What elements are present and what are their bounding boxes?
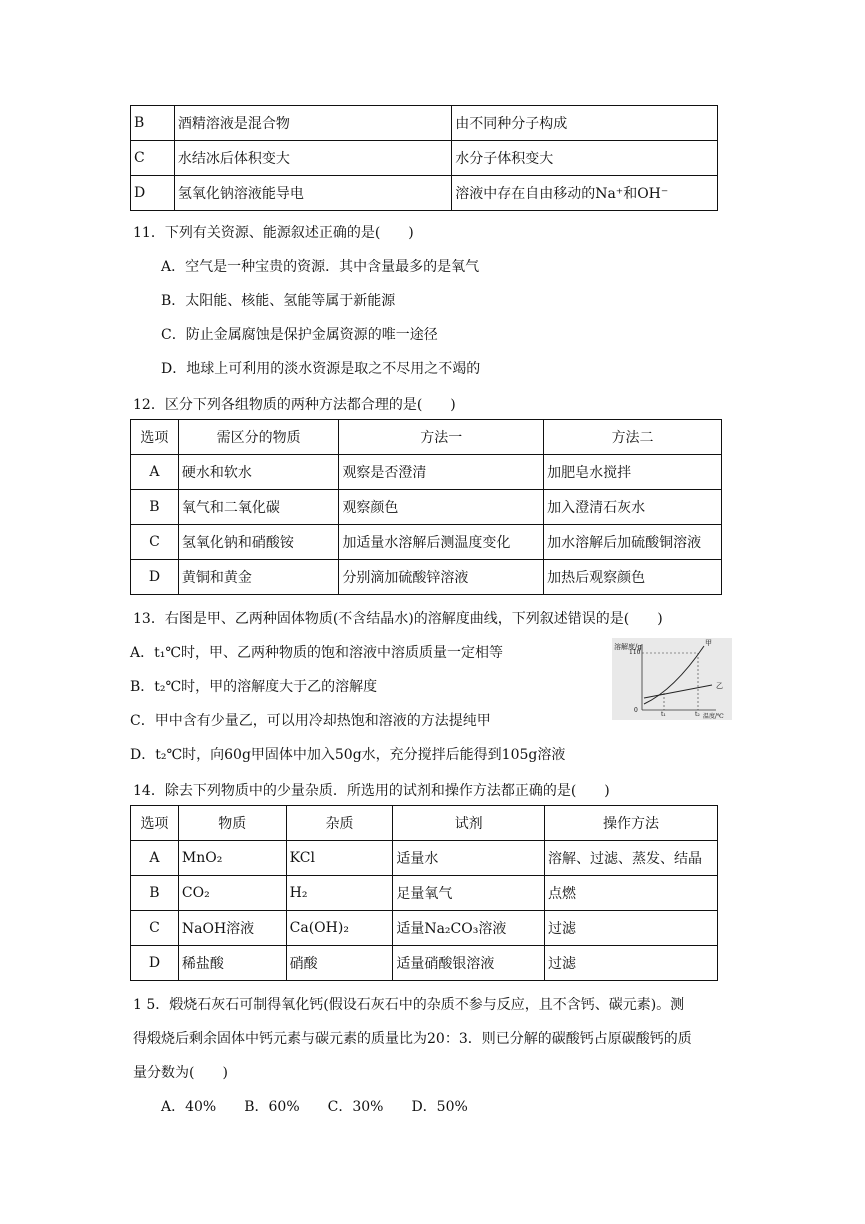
table-header: 物质 [178,806,286,841]
table-cell: C [131,525,179,560]
table-cell: Ca(OH)₂ [286,911,393,946]
q14-stem: 14．除去下列物质中的少量杂质．所选用的试剂和操作方法都正确的是( ) [133,783,610,799]
table-row [131,841,718,876]
q13-option-c: C．甲中含有少量乙，可以用冷却热饱和溶液的方法提纯甲 [130,713,491,729]
table-cell: 硬水和软水 [178,455,339,490]
table-cell: 加肥皂水搅拌 [544,455,722,490]
table-row [131,176,718,211]
table-cell: 足量氧气 [393,876,545,911]
table-header: 方法一 [339,420,544,455]
table-cell: CO₂ [178,876,286,911]
table-cell: D [131,176,175,211]
table-header: 杂质 [286,806,393,841]
q13-stem: 13．右图是甲、乙两种固体物质(不含结晶水)的溶解度曲线，下列叙述错误的是( ) [133,611,663,627]
table-cell: 适量硝酸银溶液 [393,946,545,981]
figure-ylabel: 溶解度/g [614,643,642,651]
table-row [131,106,718,141]
table-cell: 溶解、过滤、蒸发、结晶 [545,841,718,876]
table-cell: H₂ [286,876,393,911]
q10-table [130,105,718,211]
table-cell: 氢氧化钠和硝酸铵 [178,525,339,560]
table-row [131,525,722,560]
table-row [131,911,718,946]
table-cell: 加水溶解后加硫酸铜溶液 [544,525,722,560]
q11-stem: 11．下列有关资源、能源叙述正确的是( ) [133,225,414,241]
table-cell: D [131,560,179,595]
q13-option-b: B．t₂℃时，甲的溶解度大于乙的溶解度 [130,679,378,695]
table-cell: 加适量水溶解后测温度变化 [339,525,544,560]
figure-x-tick-t2: t₂ [695,711,700,718]
table-cell: 氧气和二氧化碳 [178,490,339,525]
table-row [131,946,718,981]
table-row [131,490,722,525]
table-header: 试剂 [393,806,545,841]
table-cell: 过滤 [545,946,718,981]
q12-stem: 12．区分下列各组物质的两种方法都合理的是( ) [133,397,456,413]
table-cell: NaOH溶液 [178,911,286,946]
table-cell: MnO₂ [178,841,286,876]
curve-yi [644,685,712,698]
q15-line-3: 量分数为( ) [133,1065,228,1081]
table-cell: 适量水 [393,841,545,876]
q13-option-a: A．t₁℃时，甲、乙两种物质的饱和溶液中溶质质量一定相等 [130,645,504,661]
q11-option-c: C．防止金属腐蚀是保护金属资源的唯一途径 [161,327,438,343]
q13-option-d: D．t₂℃时，向60g甲固体中加入50g水，充分搅拌后能得到105g溶液 [130,747,566,763]
table-header: 需区分的物质 [178,420,339,455]
table-cell: D [131,946,179,981]
q15-line-2: 得煅烧后剩余固体中钙元素与碳元素的质量比为20：3．则已分解的碳酸钙占原碳酸钙的质 [133,1031,692,1047]
table-header: 选项 [131,806,179,841]
curve-jia [644,646,704,704]
table-cell: 水分子体积变大 [452,141,718,176]
table-cell: A [131,455,179,490]
table-cell: 点燃 [545,876,718,911]
figure-x-tick-t1: t₁ [661,711,666,718]
table-cell: 由不同种分子构成 [452,106,718,141]
table-header: 方法二 [544,420,722,455]
table-header-row [131,420,722,455]
table-cell: 分别滴加硫酸锌溶液 [339,560,544,595]
table-cell: 观察颜色 [339,490,544,525]
table-cell: 溶液中存在自由移动的Na⁺和OH⁻ [452,176,718,211]
table-row [131,876,718,911]
table-cell: 氢氧化钠溶液能导电 [174,176,451,211]
table-cell: B [131,106,175,141]
table-row [131,141,718,176]
table-header: 操作方法 [545,806,718,841]
q11-option-a: A．空气是一种宝贵的资源．其中含量最多的是氧气 [161,259,480,275]
table-cell: 加入澄清石灰水 [544,490,722,525]
q11-option-b: B．太阳能、核能、氢能等属于新能源 [161,293,396,309]
table-cell: 稀盐酸 [178,946,286,981]
table-cell: C [131,141,175,176]
table-header-row [131,806,718,841]
q14-table [130,805,718,981]
table-header: 选项 [131,420,179,455]
table-cell: B [131,490,179,525]
figure-y-tick: 110 [629,649,641,656]
solubility-curve-figure [612,638,732,720]
table-cell: 硝酸 [286,946,393,981]
table-cell: 适量Na₂CO₃溶液 [393,911,545,946]
table-cell: B [131,876,179,911]
figure-xlabel: 温度/℃ [703,713,724,720]
q11-option-d: D．地球上可利用的淡水资源是取之不尽用之不竭的 [161,361,481,377]
q12-table [130,419,722,595]
table-row [131,455,722,490]
figure-origin: 0 [634,707,638,714]
figure-series-yi: 乙 [716,682,723,690]
table-row [131,560,722,595]
table-cell: A [131,841,179,876]
figure-series-jia: 甲 [705,639,712,647]
table-cell: 黄铜和黄金 [178,560,339,595]
table-cell: KCl [286,841,393,876]
table-cell: 水结冰后体积变大 [174,141,451,176]
table-cell: 观察是否澄清 [339,455,544,490]
q15-options: A．40% B．60% C．30% D．50% [161,1099,468,1115]
table-cell: 酒精溶液是混合物 [174,106,451,141]
table-cell: C [131,911,179,946]
q15-line-1: 1 5．煅烧石灰石可制得氧化钙(假设石灰石中的杂质不参与反应，且不含钙、碳元素)。测 [133,997,685,1013]
table-cell: 过滤 [545,911,718,946]
table-cell: 加热后观察颜色 [544,560,722,595]
